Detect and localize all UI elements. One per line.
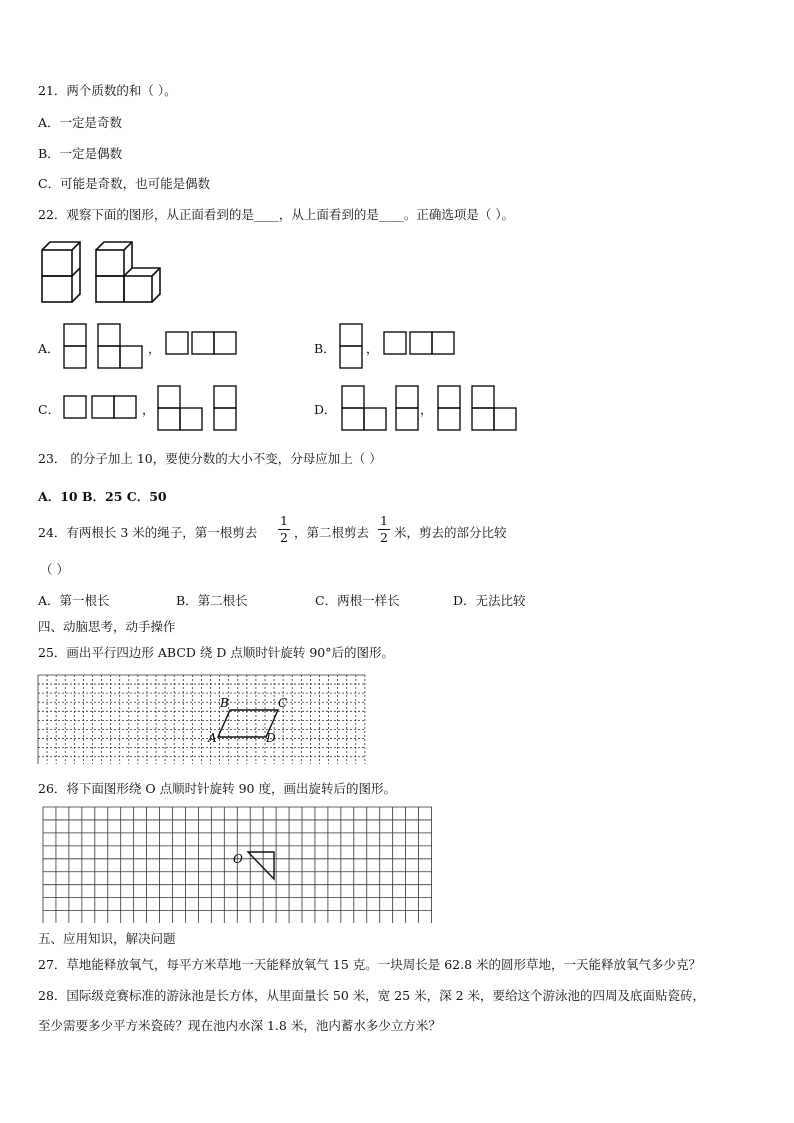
- q24-fraction-1-denominator: 2: [280, 530, 288, 545]
- q21-stem: 21．两个质数的和（ ）。: [38, 83, 177, 98]
- section-4-heading: 四、动脑思考，动手操作: [38, 619, 176, 634]
- q24-option-a: A．第一根长: [38, 593, 110, 608]
- q21-option-b: B．一定是偶数: [38, 146, 123, 161]
- q28-stem-line-2: 至少需要多少平方米瓷砖？现在池内水深 1.8 米，池内蓄水多少立方米？: [38, 1018, 441, 1033]
- q22-option-c-comma: ，: [142, 402, 155, 417]
- q21-option-a: A．一定是奇数: [38, 115, 123, 130]
- q24-option-c: C．两根一样长: [315, 593, 400, 608]
- q26-point-o: O: [233, 852, 243, 866]
- q24-stem-part1: 24．有两根长 3 米的绳子，第一根剪去: [38, 525, 258, 540]
- q25-point-c: C: [278, 696, 288, 710]
- q22-option-b-figure: [338, 322, 468, 372]
- q25-point-a: A: [208, 731, 217, 745]
- q22-option-b-comma: ，: [366, 341, 379, 356]
- q24-stem-part3: 米，剪去的部分比较: [394, 525, 507, 540]
- q24-stem-part2: ，第二根剪去: [294, 525, 370, 540]
- q22-option-a-comma: ，: [148, 341, 161, 356]
- q22-option-b-label: B．: [314, 341, 336, 356]
- q25-stem: 25．画出平行四边形 ABCD 绕 D 点顺时针旋转 90°后的图形。: [38, 645, 394, 660]
- q23-stem: 23． 的分子加上 10，要使分数的大小不变，分母应加上（ ）: [38, 451, 382, 466]
- section-5-heading: 五、应用知识，解决问题: [38, 931, 176, 946]
- q22-option-a-label: A．: [38, 341, 60, 356]
- q21-option-c: C．可能是奇数，也可能是偶数: [38, 176, 211, 191]
- q22-stem: 22．观察下面的图形，从正面看到的是____，从上面看到的是____。正确选项是（ ）。: [38, 207, 515, 222]
- q24-fraction-2: [378, 514, 390, 545]
- q24-answer-paren: （ ）: [40, 562, 69, 577]
- q24-fraction-2-numerator: 1: [380, 513, 388, 528]
- q24-option-d: D．无法比较: [453, 593, 526, 608]
- q22-option-d-comma: ，: [420, 402, 433, 417]
- q25-grid: [38, 675, 366, 765]
- q26-stem: 26．将下面图形绕 O 点顺时针旋转 90 度，画出旋转后的图形。: [38, 781, 396, 796]
- q26-triangle: [248, 852, 274, 879]
- grid-lines: [38, 675, 365, 764]
- q26-grid: [43, 807, 433, 924]
- q22-option-d-label: D．: [314, 402, 337, 417]
- q24-fraction-2-denominator: 2: [380, 530, 388, 545]
- q27-stem: 27．草地能释放氧气，每平方米草地一天能释放氧气 15 克。一块周长是 62.8 米的圆形草地，一天能释放氧气多少克？: [38, 957, 702, 972]
- q22-cube-figure: [38, 238, 168, 308]
- q28-stem-line-1: 28．国际级竞赛标准的游泳池是长方体，从里面量长 50 米，宽 25 米，深 2 米，要给这个游泳池的四周及底面贴瓷砖，: [38, 988, 706, 1003]
- q25-point-b: B: [220, 696, 229, 710]
- q24-fraction-1: [278, 514, 290, 545]
- q24-fraction-1-numerator: 1: [280, 513, 288, 528]
- q22-option-c-label: C．: [38, 402, 61, 417]
- q22-option-d-figure: [338, 384, 528, 434]
- q23-options: A．10 B．25 C．50: [38, 489, 167, 504]
- q22-option-c-figure: [62, 384, 252, 434]
- q25-point-d: D: [266, 731, 276, 745]
- q24-option-b: B．第二根长: [176, 593, 248, 608]
